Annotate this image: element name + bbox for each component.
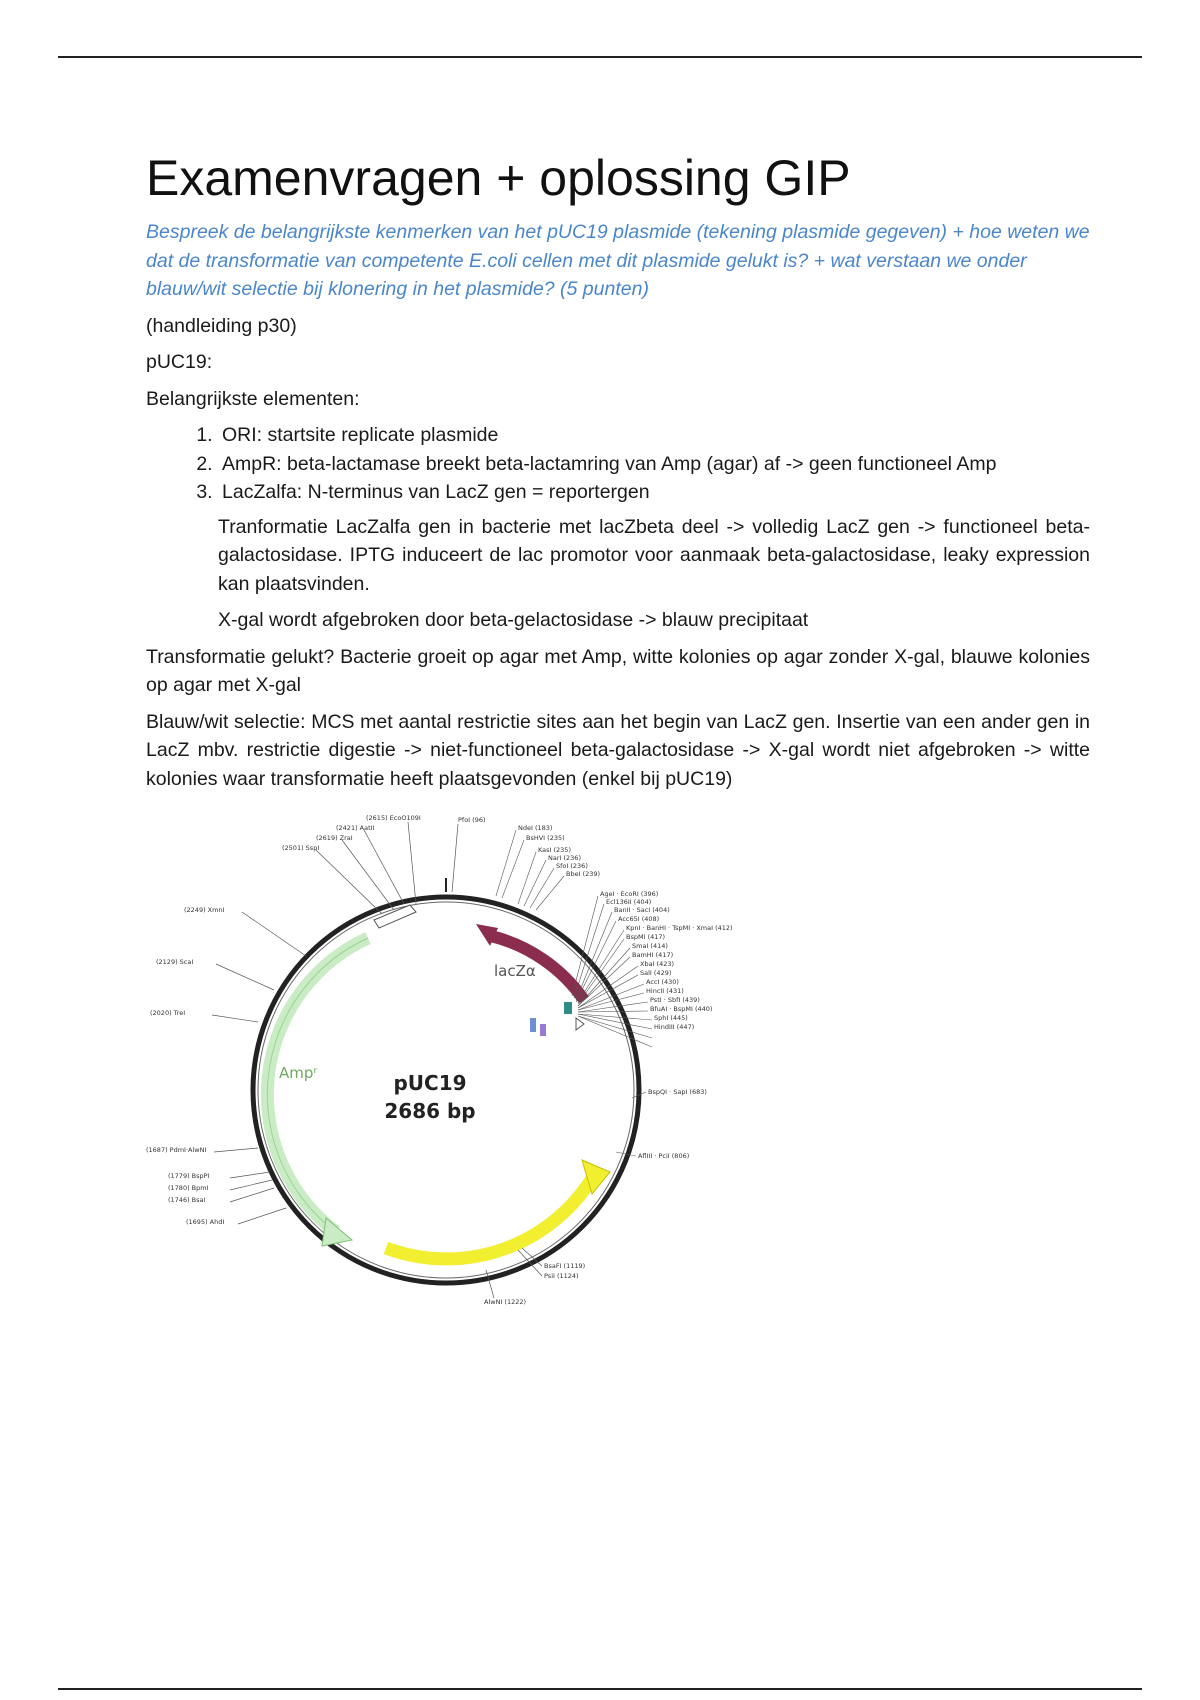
site-label: SphI (445)	[654, 1014, 688, 1022]
site-label: (2249) XmnI	[184, 906, 225, 914]
document-body	[146, 150, 1090, 801]
site-label: Ecl136II (404)	[606, 898, 652, 906]
elements-list	[146, 421, 1090, 507]
list-item: 1. ORI: startsite replicate plasmide	[218, 421, 1090, 450]
site-label: (2020) TreI	[150, 1009, 186, 1017]
site-label: AgeI · EcoRI (396)	[600, 890, 659, 898]
plasmid-size: 2686 bp	[384, 1099, 476, 1123]
page-title: Examenvragen + oplossing GIP	[146, 150, 851, 206]
site-label: BsaFI (1119)	[544, 1262, 586, 1270]
ampr-label: Ampʳ	[279, 1064, 318, 1082]
puc19-plasmid-map	[146, 800, 846, 1360]
site-label: (1779) BspPI	[168, 1172, 210, 1180]
manual-reference: (handleiding p30)	[146, 314, 297, 337]
top-rule	[58, 56, 1142, 58]
elements-heading: Belangrijkste elementen:	[146, 387, 360, 410]
site-label: AflIII · PciI (806)	[638, 1152, 690, 1160]
site-label: BbeI (239)	[566, 870, 601, 878]
site-label: (1780) BpmI	[168, 1184, 209, 1192]
site-label: KpnI · BanHI · TspMI · XmaI (412)	[626, 924, 733, 932]
site-label: (1746) BsaI	[168, 1196, 206, 1204]
site-label: (2129) ScaI	[156, 958, 194, 966]
site-label: (2619) ZraI	[316, 834, 353, 842]
site-label: SfoI (236)	[556, 862, 588, 870]
site-label: (2421) AatII	[336, 824, 375, 832]
xgal-paragraph: X-gal wordt afgebroken door beta-gelactosidase -> blauw precipitaat	[218, 609, 809, 631]
site-label: PfoI (96)	[458, 816, 486, 824]
site-label: (1687) PdmI·AlwNI	[146, 1146, 207, 1154]
bottom-rule	[58, 1688, 1142, 1690]
site-label: NdeI (183)	[518, 824, 553, 832]
site-label: KasI (235)	[538, 846, 571, 854]
site-label: BamHI (417)	[632, 951, 674, 959]
site-label: (2501) SspI	[282, 844, 320, 852]
site-label: BanII · SacI (404)	[614, 906, 670, 914]
site-label: AccI (430)	[646, 978, 679, 986]
site-label: Acc65I (408)	[618, 915, 660, 923]
site-label: BfuAI · BspMI (440)	[650, 1005, 713, 1013]
puc19-heading: pUC19:	[146, 351, 213, 373]
site-label: BspMI (417)	[626, 933, 666, 941]
site-label: NarI (236)	[548, 854, 581, 862]
site-label: (1695) AhdI	[186, 1218, 225, 1226]
site-label: (2615) EcoO109I	[366, 814, 421, 822]
exam-question: Bespreek de belangrijkste kenmerken van het pUC19 plasmide (tekening plasmide gegeven) + hoe weten we dat de transformatie van competente E.coli cellen met dit plasmide gelukt is? + wat verstaan we onder blauw/wit selectie bij klonering in het plasmide? (5 punten)	[146, 221, 1090, 300]
blue-white-paragraph: Blauw/wit selectie: MCS met aantal restrictie sites aan het begin van LacZ gen. Insertie van een ander gen in LacZ mbv. restrictie digestie -> niet-functioneel beta-galactosidase -> X-gal wordt niet afgebroken -> witte kolonies waar transformatie heeft plaatsgevonden (enkel bij pUC19)	[146, 710, 1090, 790]
plasmid-name: pUC19	[393, 1071, 467, 1095]
list-item: 3. LacZalfa: N-terminus van LacZ gen = reportergen	[218, 478, 1090, 507]
site-label: PsiI (1124)	[544, 1272, 579, 1280]
ampr-arrowhead	[322, 1218, 352, 1246]
site-label: BsHVI (235)	[526, 834, 565, 842]
lacz-paragraph: Tranformatie LacZalfa gen in bacterie met lacZbeta deel -> volledig LacZ gen -> functioneel beta-galactosidase. IPTG induceert de lac promotor voor aanmaak beta-galactosidase, leaky expression kan plaatsvinden.	[218, 515, 1090, 595]
site-label: PstI · SbfI (439)	[650, 996, 700, 1004]
site-label: XbaI (423)	[640, 960, 675, 968]
site-label: HincII (431)	[646, 987, 684, 995]
site-label: HindIII (447)	[654, 1023, 695, 1031]
site-label: AlwNI (1222)	[484, 1298, 527, 1306]
transformation-paragraph: Transformatie gelukt? Bacterie groeit op agar met Amp, witte kolonies op agar zonder X-gal, blauwe kolonies op agar met X-gal	[146, 645, 1090, 696]
lacz-label: lacZα	[494, 962, 536, 980]
site-label: SalI (429)	[640, 969, 672, 977]
list-item: 2. AmpR: beta-lactamase breekt beta-lactamring van Amp (agar) af -> geen functioneel Amp	[218, 450, 1090, 479]
site-label: SmaI (414)	[632, 942, 668, 950]
site-label: BspQI · SapI (683)	[648, 1088, 707, 1096]
